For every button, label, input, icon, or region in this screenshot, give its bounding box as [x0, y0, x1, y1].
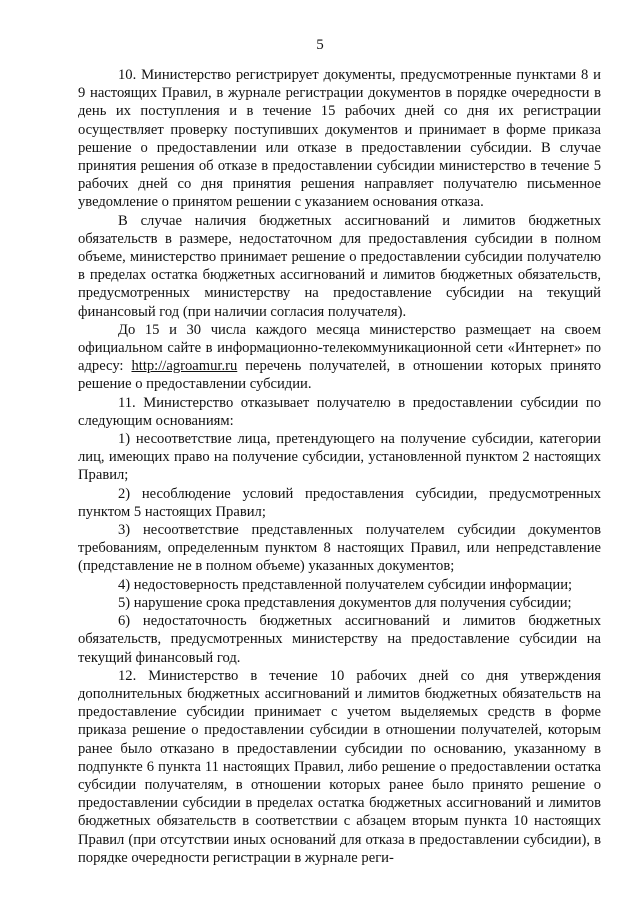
paragraph-12: 12. Министерство в течение 10 рабочих дней со дня утверждения дополнительных бюджетных ассигнований и лимитов бюджетных обязательств на предоставление субсидии принимает с учетом выделяемых средств в форме приказа решение о предоставлении субсидии в отношении получателей, которым ранее было отказано в предоставлении субсидии по основанию, указанному в подпункте 6 пункта 11 настоящих Правил, либо решение о предоставлении остатка субсидии получателям, в отношении которых ранее было принято решение о предоставлении субсидии в пределах остатка бюджетных ассигнований и лимитов бюджетных обязательств в соответствии с абзацем вторым пункта 10 настоящих Правил (при отсутствии иных оснований для отказа в предоставлении субсидии), в порядке очередности регистрации в журнале реги- [78, 667, 601, 866]
publication-text-before: До 15 и 30 числа каждого месяца министерство размещает на своем официальном сайте в информационно-телекоммуникационной сети «Интернет» по адресу: [78, 321, 601, 375]
list-item-3: 3) несоответствие представленных получателем субсидии документов требованиям, определенным пунктом 8 настоящих Правил, или непредставление (представление не в полном объеме) указанных документов; [78, 522, 601, 575]
list-item-5: 5) нарушение срока представления документов для получения субсидии; [118, 594, 572, 611]
paragraph-publication [78, 321, 601, 394]
list-item-2: 2) несоблюдение условий предоставления субсидии, предусмотренных пунктом 5 настоящих Правил; [78, 485, 601, 520]
list-item-6: 6) недостаточность бюджетных ассигнований и лимитов бюджетных обязательств, предусмотренных министерству на предоставление субсидии на текущий финансовый год. [78, 613, 601, 666]
paragraph-10: 10. Министерство регистрирует документы, предусмотренные пунктами 8 и 9 настоящих Правил, в журнале регистрации документов в порядке очередности в день их поступления и в течение 15 рабочих дней со дня их регистрации осуществляет проверку поступивших документов и принимает в форме приказа решение о предоставлении или отказе в предоставлении субсидии. В случае принятия решения об отказе в предоставлении субсидии министерство в течение 5 рабочих дней со дня принятия решения направляет получателю письменное уведомление о принятом решении с указанием основания отказа. [78, 67, 601, 211]
website-link[interactable]: http://agroamur.ru [131, 358, 238, 375]
list-item-4: 4) недостоверность представленной получателем субсидии информации; [118, 576, 573, 593]
document-body [78, 66, 601, 867]
list-item-1: 1) несоответствие лица, претендующего на получение субсидии, категории лиц, имеющих право на получение субсидии, установленной пунктом 2 настоящих Правил; [78, 431, 601, 484]
page-number: 5 [316, 37, 324, 53]
paragraph-11: 11. Министерство отказывает получателю в предоставлении субсидии по следующим основаниям: [78, 394, 601, 429]
publication-text-after: перечень получателей, в отношении которых принято решение о предоставлении субсидии. [78, 358, 601, 393]
paragraph-10-budget-shortfall: В случае наличия бюджетных ассигнований и лимитов бюджетных обязательств в размере, недостаточном для предоставления субсидии в полном объеме, министерство принимает решение о предоставлении субсидии получателю в пределах остатка бюджетных ассигнований и лимитов бюджетных обязательств, предусмотренных министерству на предоставление субсидии на текущий финансовый год (при наличии согласия получателя). [78, 212, 601, 320]
